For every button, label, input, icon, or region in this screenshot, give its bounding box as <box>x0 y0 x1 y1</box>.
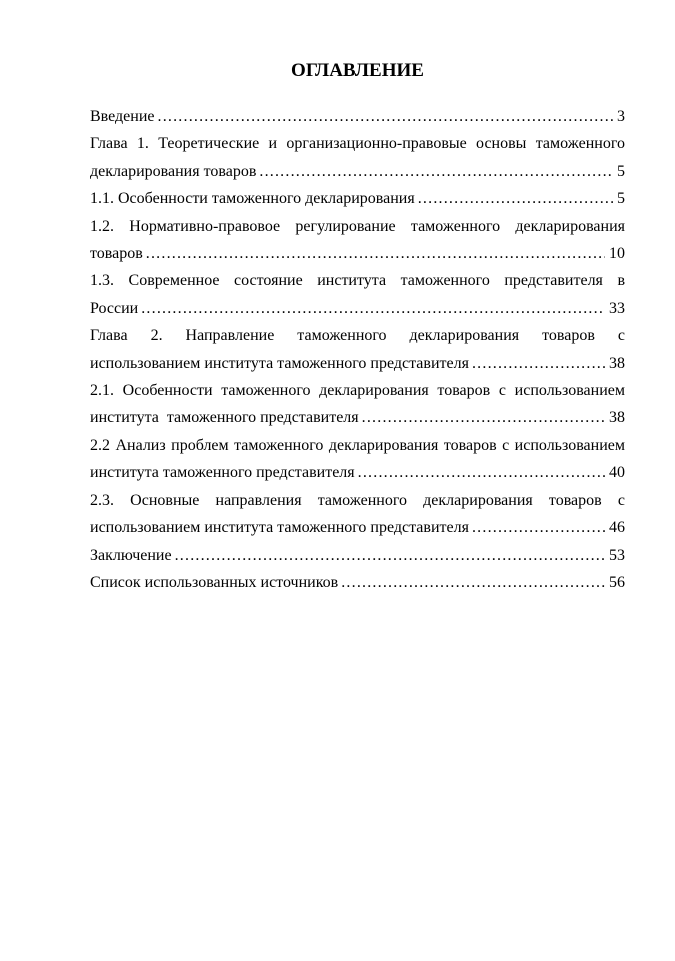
toc-entry-text: института таможенного представителя <box>90 464 355 482</box>
toc-entry-introduction <box>90 103 625 130</box>
toc-page-number: 53 <box>609 546 625 564</box>
toc-entry-chapter-1 <box>90 130 625 185</box>
toc-entry-line: 1.3. Современное состояние института таможенного представителя в <box>90 272 625 290</box>
dot-leader <box>472 350 605 377</box>
toc-entry-references <box>90 569 625 596</box>
toc-entry-text: товаров <box>90 245 143 263</box>
toc-entry-text: Введение <box>90 108 155 125</box>
toc-page-number: 5 <box>617 190 625 208</box>
toc-entry-last-line <box>90 404 625 431</box>
toc-entry-conclusion <box>90 542 625 569</box>
dot-leader <box>259 158 613 185</box>
toc-entry-2-2 <box>90 432 625 487</box>
toc-entry-last-line <box>90 240 625 267</box>
toc-entry-line: 1.2. Нормативно-правовое регулирование таможенного декларирования <box>90 217 625 235</box>
toc-entry-text: декларирования товаров <box>90 162 257 180</box>
dot-leader <box>472 514 605 541</box>
toc-entry-text: использованием института таможенного представителя <box>90 519 469 537</box>
toc-entry-line: Глава 2. Направление таможенного декларирования товаров с <box>90 327 625 345</box>
toc-entry-last-line <box>90 295 625 322</box>
toc-entry-last-line <box>90 459 625 486</box>
toc-entry-last-line <box>90 542 625 569</box>
dot-leader <box>341 569 605 596</box>
toc-page-number: 10 <box>609 245 625 263</box>
toc-page-number: 38 <box>609 409 625 427</box>
dot-leader <box>175 542 605 569</box>
toc-entry-last-line <box>90 158 625 185</box>
toc-entry-chapter-2 <box>90 322 625 377</box>
toc-entry-last-line <box>90 185 625 212</box>
toc-entry-text: института таможенного представителя <box>90 409 359 427</box>
toc-page-number: 5 <box>617 162 625 180</box>
dot-leader <box>362 404 605 431</box>
table-of-contents <box>90 103 625 596</box>
toc-entry-line: 2.1. Особенности таможенного декларирования товаров с использованием <box>90 382 625 400</box>
toc-title: ОГЛАВЛЕНИЕ <box>291 60 424 81</box>
dot-leader <box>158 103 614 130</box>
toc-page-number: 3 <box>617 108 625 125</box>
toc-entry-1-3 <box>90 267 625 322</box>
toc-entry-last-line <box>90 569 625 596</box>
toc-entry-line: 2.3. Основные направления таможенного декларирования товаров с <box>90 491 625 509</box>
toc-entry-1-2 <box>90 213 625 268</box>
toc-entry-text: Список использованных источников <box>90 573 339 591</box>
toc-entry-1-1 <box>90 185 625 212</box>
toc-page-number: 38 <box>609 354 625 372</box>
toc-entry-last-line <box>90 514 625 541</box>
toc-entry-last-line <box>90 350 625 377</box>
toc-entry-text: России <box>90 299 139 317</box>
dot-leader <box>418 185 613 212</box>
toc-entry-2-3 <box>90 487 625 542</box>
dot-leader <box>141 295 605 322</box>
toc-entry-text: использованием института таможенного представителя <box>90 354 469 372</box>
toc-page-number: 40 <box>609 464 625 482</box>
toc-page-number: 46 <box>609 519 625 537</box>
toc-entry-line: Глава 1. Теоретические и организационно-правовые основы таможенного <box>90 135 625 153</box>
dot-leader <box>358 459 605 486</box>
toc-entry-line: 2.2 Анализ проблем таможенного декларирования товаров с использованием <box>90 436 625 454</box>
dot-leader <box>146 240 605 267</box>
toc-entry-last-line <box>90 103 625 130</box>
toc-entry-text: 1.1. Особенности таможенного декларирования <box>90 190 415 208</box>
toc-entry-text: Заключение <box>90 546 172 564</box>
toc-page-number: 56 <box>609 573 625 591</box>
toc-page-number: 33 <box>609 299 625 317</box>
toc-entry-2-1 <box>90 377 625 432</box>
